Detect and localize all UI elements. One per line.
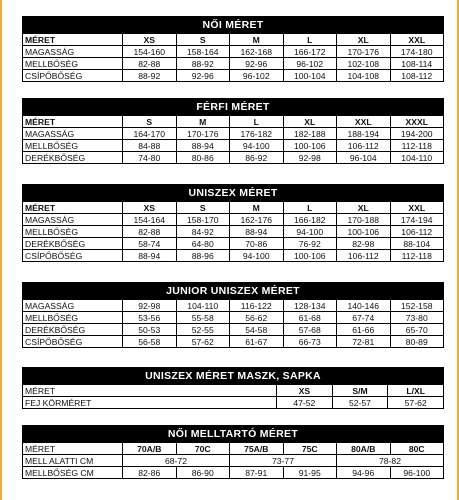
header-cell: M (230, 34, 284, 46)
table-cell: 100-106 (283, 140, 337, 152)
table-cell: 61-68 (283, 312, 337, 324)
table-title: FÉRFI MÉRET (23, 99, 444, 116)
row-label: DERÉKBŐSÉG (23, 238, 123, 250)
header-cell: 80C (390, 443, 444, 455)
row-label: MAGASSÁG (23, 128, 123, 140)
row-label: FEJ KÖRMÉRET (23, 397, 277, 409)
table-cell: 92-98 (283, 152, 337, 164)
row-label: CSÍPŐBŐSÉG (23, 70, 123, 82)
table-row (23, 46, 444, 58)
table-header-row (23, 116, 444, 128)
header-cell: MÉRET (23, 34, 123, 46)
table-row (23, 336, 444, 348)
men-size-table (22, 98, 444, 164)
table-cell: 47-52 (277, 397, 333, 409)
table-cell: 94-96 (337, 467, 391, 479)
table-cell: 174-180 (390, 46, 444, 58)
table-cell: 104-108 (337, 70, 391, 82)
header-cell: XXL (337, 116, 391, 128)
table-row (23, 250, 444, 262)
table-cell: 82-88 (123, 226, 177, 238)
table-cell: 65-70 (390, 324, 444, 336)
row-label: DERÉKBŐSÉG (23, 152, 123, 164)
table-row (23, 397, 444, 409)
table-cell: 64-80 (176, 238, 230, 250)
table-row (23, 70, 444, 82)
row-label: MELLBŐSÉG (23, 140, 123, 152)
row-label: CSÍPŐBŐSÉG (23, 336, 123, 348)
table-cell: 88-94 (230, 226, 284, 238)
table-row (23, 300, 444, 312)
row-label: MELLBŐSÉG (23, 312, 123, 324)
table-cell: 80-86 (176, 152, 230, 164)
header-cell: MÉRET (23, 443, 123, 455)
header-cell: 70C (176, 443, 230, 455)
header-cell: M (230, 202, 284, 214)
table-row (23, 140, 444, 152)
table-cell: 67-74 (337, 312, 391, 324)
table-cell: 56-58 (123, 336, 177, 348)
table-cell: 76-92 (283, 238, 337, 250)
table-cell: 87-91 (230, 467, 284, 479)
table-cell: 92-98 (123, 300, 177, 312)
row-label: DERÉKBŐSÉG (23, 324, 123, 336)
header-cell: XL (337, 34, 391, 46)
table-cell: 174-194 (390, 214, 444, 226)
header-cell: 80A/B (337, 443, 391, 455)
table-cell: 158-164 (176, 46, 230, 58)
table-row (23, 238, 444, 250)
table-cell: 88-96 (176, 250, 230, 262)
header-cell: L (283, 202, 337, 214)
table-cell: 112-118 (390, 140, 444, 152)
table-cell: 188-194 (337, 128, 391, 140)
header-cell: 75C (283, 443, 337, 455)
table-cell: 166-172 (283, 46, 337, 58)
table-cell: 70-86 (230, 238, 284, 250)
table-cell: 100-104 (283, 70, 337, 82)
table-row (23, 455, 444, 467)
table-cell: 92-96 (176, 70, 230, 82)
table-cell: 96-102 (283, 58, 337, 70)
table-header-row (23, 385, 444, 397)
table-cell: 100-106 (283, 250, 337, 262)
table-cell: 108-114 (390, 58, 444, 70)
table-cell: 86-92 (230, 152, 284, 164)
table-cell: 56-62 (230, 312, 284, 324)
table-row (23, 214, 444, 226)
table-cell: 94-100 (230, 250, 284, 262)
header-cell: XS (123, 202, 177, 214)
table-cell: 106-112 (390, 226, 444, 238)
header-cell: XXL (390, 34, 444, 46)
table-cell: 108-112 (390, 70, 444, 82)
table-cell: 94-100 (283, 226, 337, 238)
table-cell: 176-182 (230, 128, 284, 140)
table-cell: 112-118 (390, 250, 444, 262)
table-cell: 88-94 (176, 140, 230, 152)
table-title: UNISZEX MÉRET MASZK, SAPKA (23, 368, 444, 385)
table-cell: 53-56 (123, 312, 177, 324)
table-cell: 61-66 (337, 324, 391, 336)
table-cell: 106-112 (337, 140, 391, 152)
table-cell: 154-164 (123, 214, 177, 226)
table-cell: 164-170 (123, 128, 177, 140)
row-label: MELL ALATTI CM (23, 455, 123, 467)
table-cell: 84-88 (123, 140, 177, 152)
table-cell: 68-72 (123, 455, 230, 467)
unisex-size-table (22, 184, 444, 262)
bra-size-table (22, 425, 444, 479)
table-cell: 58-74 (123, 238, 177, 250)
header-cell: XS (277, 385, 333, 397)
table-cell: 50-53 (123, 324, 177, 336)
header-cell: XL (337, 202, 391, 214)
header-cell: 70A/B (123, 443, 177, 455)
header-cell: 75A/B (230, 443, 284, 455)
table-cell: 102-108 (337, 58, 391, 70)
row-label: MAGASSÁG (23, 46, 123, 58)
table-cell: 52-55 (176, 324, 230, 336)
table-cell: 104-110 (176, 300, 230, 312)
table-cell: 92-96 (230, 58, 284, 70)
table-cell: 73-80 (390, 312, 444, 324)
table-cell: 158-170 (176, 214, 230, 226)
header-cell: S (176, 34, 230, 46)
header-cell: S (176, 202, 230, 214)
table-cell: 61-67 (230, 336, 284, 348)
table-cell: 152-158 (390, 300, 444, 312)
table-cell: 91-95 (283, 467, 337, 479)
table-cell: 194-200 (390, 128, 444, 140)
table-row (23, 467, 444, 479)
table-cell: 162-168 (230, 46, 284, 58)
table-cell: 182-188 (283, 128, 337, 140)
table-cell: 84-92 (176, 226, 230, 238)
table-cell: 96-100 (390, 467, 444, 479)
table-cell: 128-134 (283, 300, 337, 312)
header-cell: S (123, 116, 177, 128)
table-cell: 106-112 (337, 250, 391, 262)
table-cell: 57-62 (388, 397, 444, 409)
table-row (23, 324, 444, 336)
table-cell: 78-82 (337, 455, 444, 467)
header-cell: S/M (332, 385, 388, 397)
table-cell: 57-62 (176, 336, 230, 348)
header-cell: XXL (390, 202, 444, 214)
table-cell: 154-160 (123, 46, 177, 58)
table-header-row (23, 202, 444, 214)
table-row (23, 312, 444, 324)
header-cell: L (283, 34, 337, 46)
table-cell: 52-57 (332, 397, 388, 409)
table-cell: 66-73 (283, 336, 337, 348)
row-label: MAGASSÁG (23, 300, 123, 312)
header-cell: MÉRET (23, 385, 277, 397)
table-cell: 170-176 (337, 46, 391, 58)
header-cell: XL (283, 116, 337, 128)
table-cell: 94-100 (230, 140, 284, 152)
table-cell: 96-102 (230, 70, 284, 82)
table-cell: 80-89 (390, 336, 444, 348)
table-cell: 82-88 (123, 58, 177, 70)
table-cell: 116-122 (230, 300, 284, 312)
row-label: MELLBŐSÉG CM (23, 467, 123, 479)
table-cell: 96-104 (337, 152, 391, 164)
women-size-table (22, 16, 444, 82)
table-cell: 86-90 (176, 467, 230, 479)
row-label: MELLBŐSÉG (23, 226, 123, 238)
header-cell: L (230, 116, 284, 128)
row-label: CSÍPŐBŐSÉG (23, 250, 123, 262)
table-cell: 82-86 (123, 467, 177, 479)
table-cell: 88-92 (123, 70, 177, 82)
header-cell: XXXL (390, 116, 444, 128)
table-cell: 104-110 (390, 152, 444, 164)
table-header-row (23, 443, 444, 455)
table-row (23, 128, 444, 140)
table-header-row (23, 34, 444, 46)
header-cell: XS (123, 34, 177, 46)
table-cell: 73-77 (230, 455, 337, 467)
table-cell: 72-81 (337, 336, 391, 348)
table-cell: 162-176 (230, 214, 284, 226)
table-title: UNISZEX MÉRET (23, 185, 444, 202)
row-label: MELLBŐSÉG (23, 58, 123, 70)
table-cell: 54-58 (230, 324, 284, 336)
header-cell: MÉRET (23, 202, 123, 214)
table-cell: 57-68 (283, 324, 337, 336)
table-cell: 100-106 (337, 226, 391, 238)
table-row (23, 226, 444, 238)
table-title: NŐI MELLTARTÓ MÉRET (23, 426, 444, 443)
table-cell: 55-58 (176, 312, 230, 324)
table-row (23, 58, 444, 70)
table-cell: 166-182 (283, 214, 337, 226)
table-title: JUNIOR UNISZEX MÉRET (23, 283, 444, 300)
table-title: NŐI MÉRET (23, 17, 444, 34)
table-cell: 88-94 (123, 250, 177, 262)
header-cell: M (176, 116, 230, 128)
header-cell: MÉRET (23, 116, 123, 128)
table-cell: 170-176 (176, 128, 230, 140)
table-row (23, 152, 444, 164)
table-cell: 140-146 (337, 300, 391, 312)
table-cell: 74-80 (123, 152, 177, 164)
table-cell: 88-104 (390, 238, 444, 250)
table-cell: 82-98 (337, 238, 391, 250)
table-cell: 170-188 (337, 214, 391, 226)
row-label: MAGASSÁG (23, 214, 123, 226)
junior-unisex-size-table (22, 282, 444, 348)
mask-cap-size-table (22, 367, 444, 409)
table-cell: 88-92 (176, 58, 230, 70)
header-cell: L/XL (388, 385, 444, 397)
